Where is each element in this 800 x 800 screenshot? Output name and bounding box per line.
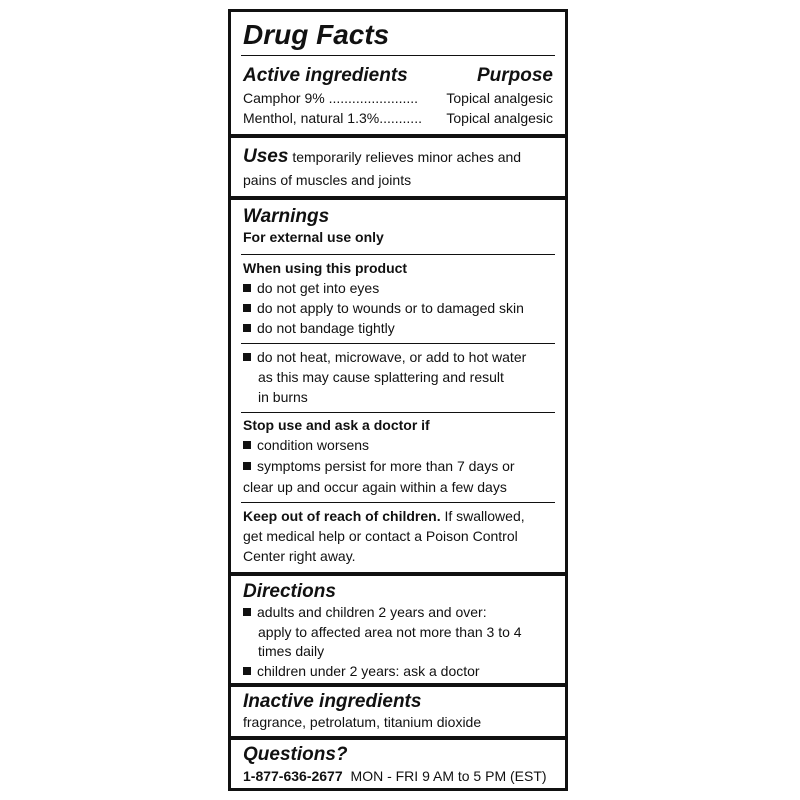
stop-use-item-3: clear up and occur again within a few days: [243, 479, 507, 495]
inactive-heading: Inactive ingredients: [243, 691, 422, 712]
active-ingredients-heading: Active ingredients: [243, 65, 408, 86]
bullet-icon: [243, 462, 251, 470]
bullet-icon: [243, 353, 251, 361]
drug-facts-title: Drug Facts: [243, 19, 390, 50]
active-ingredient-camphor: Camphor 9% .......................: [243, 90, 419, 106]
external-use-only: For external use only: [243, 229, 384, 245]
warnings-section: [231, 196, 565, 564]
questions-contact: [243, 768, 547, 785]
purpose-menthol: Topical analgesic: [446, 110, 553, 126]
when-using-item-2: do not apply to wounds or to damaged skin: [243, 300, 524, 317]
directions-line-2: apply to affected area not more than 3 to 4: [258, 624, 522, 640]
warnings-divider-3: [241, 412, 555, 413]
directions-line-4: children under 2 years: ask a doctor: [243, 663, 480, 680]
directions-line-3: times daily: [258, 643, 325, 659]
bullet-icon: [243, 441, 251, 449]
warnings-divider-1: [241, 254, 555, 255]
when-using-item-3: do not bandage tightly: [243, 320, 395, 337]
keep-out-line-2: get medical help or contact a Poison Control: [243, 528, 518, 544]
stop-use-item-2: symptoms persist for more than 7 days or: [243, 458, 515, 475]
uses-section: [231, 134, 565, 188]
directions-heading: Directions: [243, 581, 336, 602]
stop-use-item-1: condition worsens: [243, 437, 369, 454]
heat-warning-line-1: do not heat, microwave, or add to hot water: [243, 349, 526, 366]
inactive-section: [231, 683, 565, 730]
bullet-icon: [243, 284, 251, 292]
keep-out-rest-1: If swallowed,: [444, 508, 525, 524]
title-divider: [241, 55, 555, 56]
keep-out-line-3: Center right away.: [243, 548, 356, 564]
bullet-icon: [243, 324, 251, 332]
warnings-heading: Warnings: [243, 206, 330, 227]
uses-line-1: [243, 148, 521, 166]
uses-text-2: pains of muscles and joints: [243, 172, 412, 188]
uses-heading: Uses: [243, 146, 289, 167]
purpose-heading: Purpose: [476, 65, 553, 86]
inactive-text: fragrance, petrolatum, titanium dioxide: [243, 714, 482, 730]
warnings-divider-2: [241, 343, 555, 344]
warnings-divider-4: [241, 502, 555, 503]
questions-section: [231, 736, 565, 784]
purpose-camphor: Topical analgesic: [446, 90, 553, 106]
keep-out-bold: Keep out of reach of children.: [243, 508, 441, 524]
heat-warning-line-2: as this may cause splattering and result: [258, 369, 504, 385]
bullet-icon: [243, 608, 251, 616]
active-ingredient-menthol: Menthol, natural 1.3%...........: [243, 110, 422, 126]
questions-heading: Questions?: [243, 744, 348, 765]
hours: MON - FRI 9 AM to 5 PM (EST): [350, 768, 547, 784]
phone-number: 1-877-636-2677: [243, 768, 343, 784]
when-using-heading: When using this product: [243, 260, 408, 276]
heat-warning-line-3: in burns: [258, 389, 308, 405]
keep-out-line-1: [243, 508, 525, 525]
uses-text-1: temporarily relieves minor aches and: [292, 149, 522, 165]
bullet-icon: [243, 304, 251, 312]
directions-section: [231, 572, 565, 679]
drug-facts-panel: [228, 9, 568, 791]
directions-line-1: adults and children 2 years and over:: [243, 604, 487, 621]
stop-use-heading: Stop use and ask a doctor if: [243, 417, 430, 433]
bullet-icon: [243, 667, 251, 675]
when-using-item-1: do not get into eyes: [243, 280, 379, 297]
